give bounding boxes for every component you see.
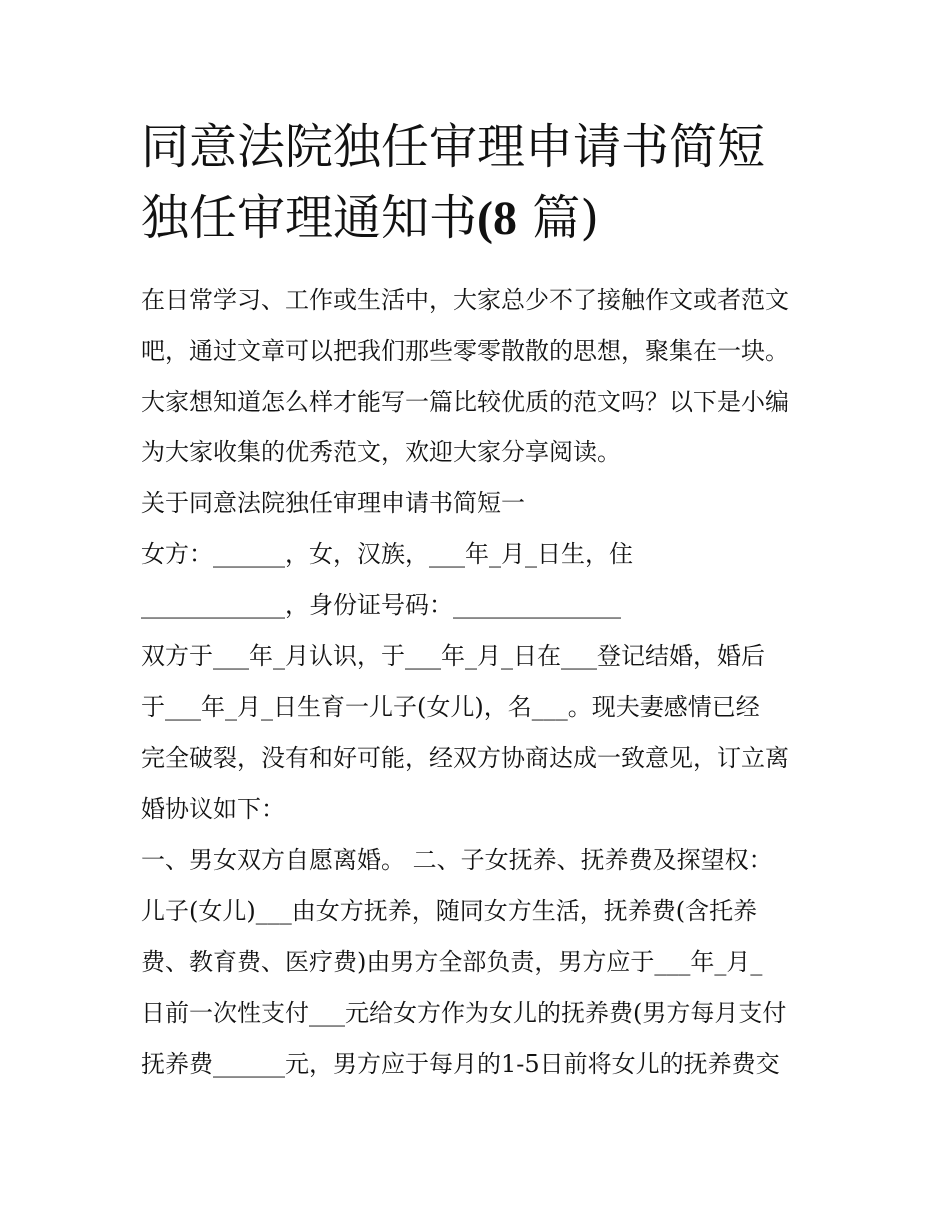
body-line: 双方于___年_月认识，于___年_月_日在___登记结婚，婚后	[141, 642, 765, 670]
body-line: 完全破裂，没有和好可能，经双方协商达成一致意见，订立离	[141, 744, 789, 772]
title-line-2-tail: 篇)	[532, 190, 599, 246]
body-line: 于___年_月_日生育一儿子(女儿)，名___。现夫妻感情已经	[141, 693, 760, 721]
title-line-2-text: 独任审理通知书	[141, 190, 478, 246]
body-line: ____________，身份证号码：______________	[141, 591, 621, 619]
body-line: 大家想知道怎么样才能写一篇比较优质的范文吗？以下是小编	[141, 388, 789, 416]
section-heading: 关于同意法院独任审理申请书简短一	[141, 489, 525, 517]
body-line: 吧，通过文章可以把我们那些零零散散的思想，聚集在一块。	[141, 337, 789, 365]
title-line-2-bold: (8	[477, 192, 517, 245]
body-line: 女方：______，女，汉族，___年_月_日生，住	[141, 540, 633, 568]
body-line: 为大家收集的优秀范文，欢迎大家分享阅读。	[141, 438, 621, 466]
body-line: 儿子(女儿)___由女方抚养，随同女方生活，抚养费(含托养	[141, 897, 758, 925]
body-line: 日前一次性支付___元给女方作为女儿的抚养费(男方每月支付	[141, 999, 787, 1027]
title-line-1: 同意法院独任审理申请书简短	[141, 119, 766, 175]
body-line: 费、教育费、医疗费)由男方全部负责，男方应于___年_月_	[141, 948, 763, 976]
title-line-2-space	[517, 190, 532, 246]
document-title	[141, 112, 821, 254]
body-line: 在日常学习、工作或生活中，大家总少不了接触作文或者范文	[141, 286, 789, 314]
body-line: 一、男女双方自愿离婚。 二、子女抚养、抚养费及探望权：	[141, 846, 773, 874]
body-line: 抚养费______元，男方应于每月的1-5日前将女儿的抚养费交	[141, 1050, 780, 1078]
body-line: 婚协议如下：	[141, 795, 285, 823]
